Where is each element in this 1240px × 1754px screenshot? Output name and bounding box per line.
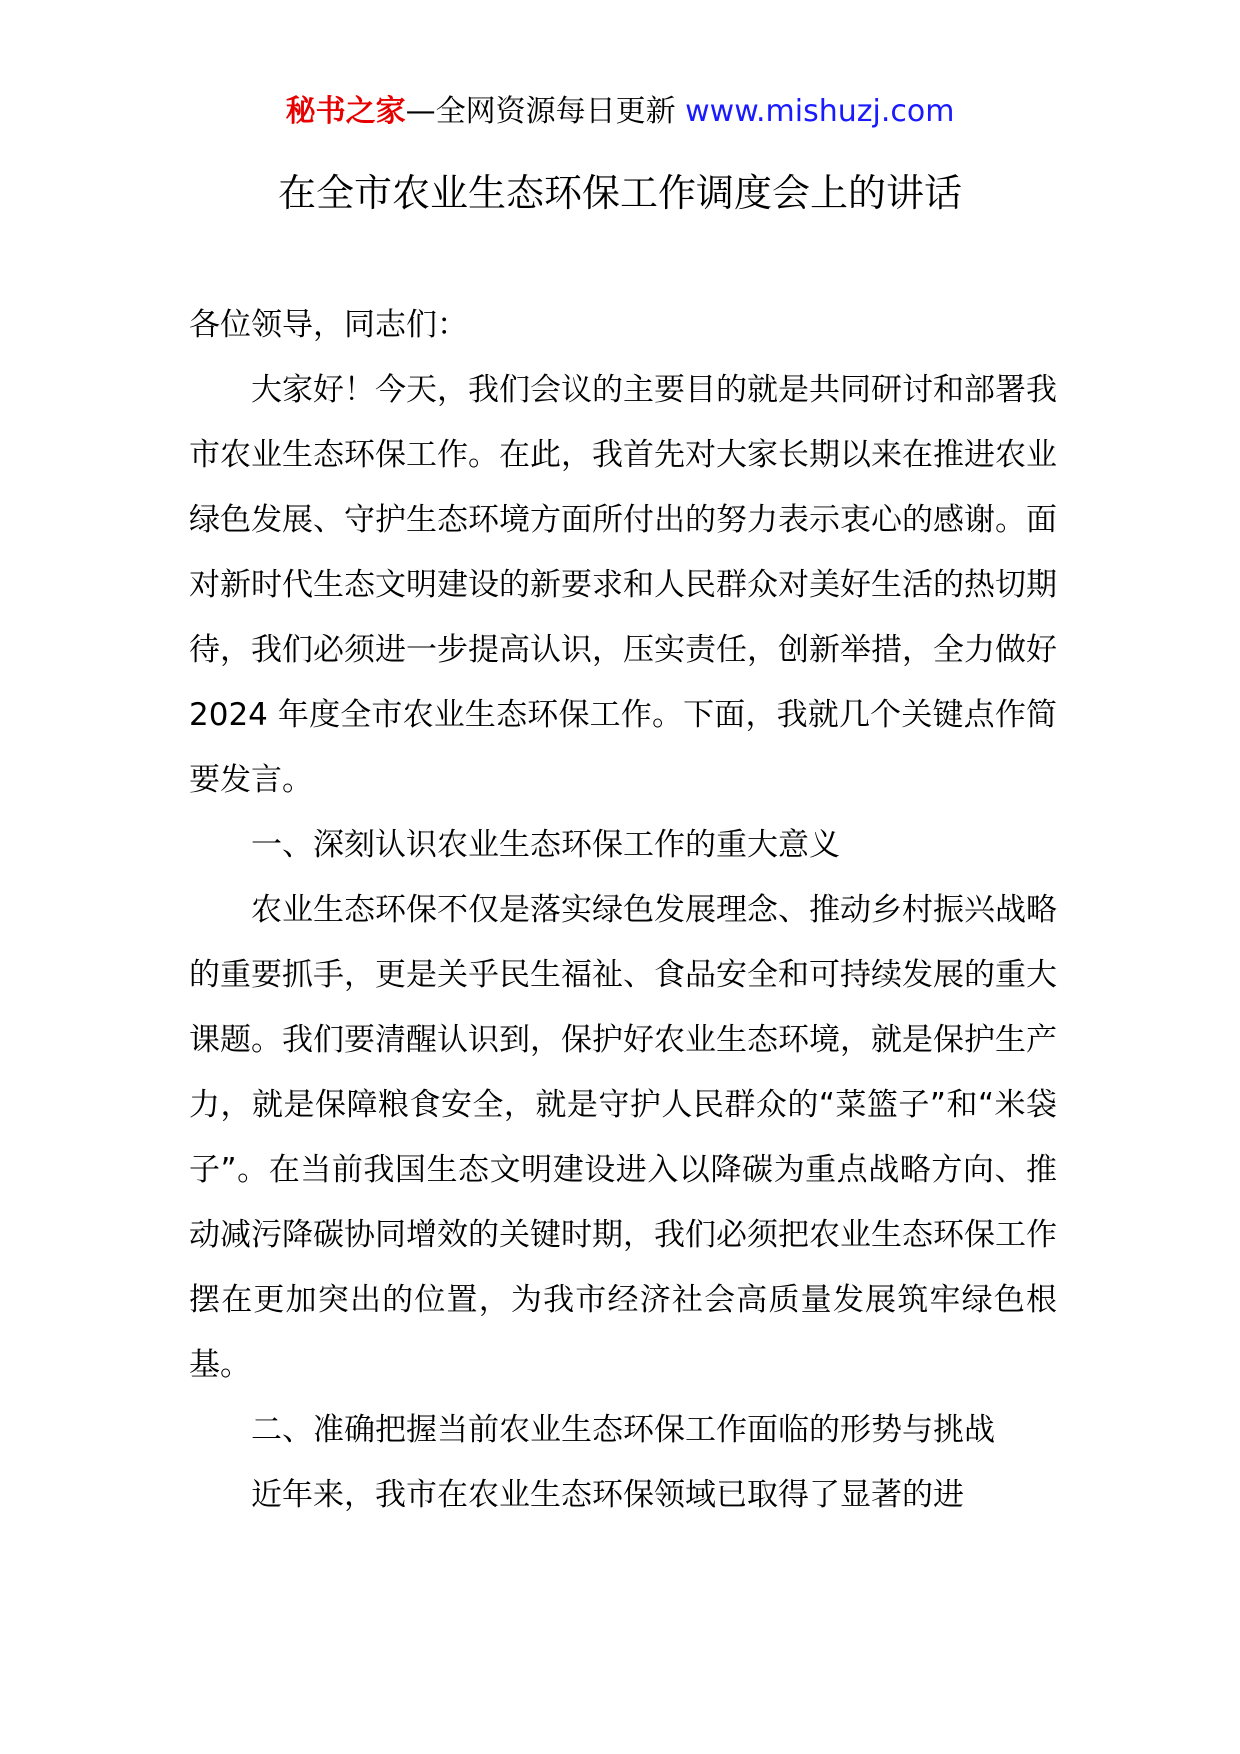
- brand-name: 秘书之家: [285, 94, 406, 129]
- section-heading: 一、深刻认识农业生态环保工作的重大意义: [251, 827, 840, 863]
- paragraph: 大家好！今天，我们会议的主要目的就是共同研讨和部署我市农业生态环保工作。在此，我首先对大家长期以来在推进农业绿色发展、守护生态环境方面所付出的努力表示衷心的感谢。面对新时代生态文明建设的新要求和人民群众对美好生活的热切期待，我们必须进一步提高认识，压实责任，创新举措，全力做好 2024 年度全市农业生态环保工作。下面，我就几个关键点作简要发言。: [189, 372, 1057, 798]
- paragraph: 农业生态环保不仅是落实绿色发展理念、推动乡村振兴战略的重要抓手，更是关乎民生福祉、食品安全和可持续发展的重大课题。我们要清醒认识到，保护好农业生态环境，就是保护生产力，就是保障粮食安全，就是守护人民群众的“菜篮子”和“米袋子”。在当前我国生态文明建设进入以降碳为重点战略方向、推动减污降碳协同增效的关键时期，我们必须把农业生态环保工作摆在更加突出的位置，为我市经济社会高质量发展筑牢绿色根基。: [189, 892, 1057, 1383]
- document-body: [189, 293, 1057, 1528]
- document-title: 在全市农业生态环保工作调度会上的讲话: [277, 171, 962, 215]
- paragraph: 近年来，我市在农业生态环保领域已取得了显著的进: [251, 1477, 964, 1513]
- header-tagline: —全网资源每日更新: [405, 94, 686, 129]
- salutation: 各位领导，同志们：: [189, 307, 468, 343]
- site-url-link[interactable]: www.mishuzj.com: [685, 94, 955, 129]
- site-header: [0, 92, 1240, 132]
- section-heading: 二、准确把握当前农业生态环保工作面临的形势与挑战: [251, 1412, 995, 1448]
